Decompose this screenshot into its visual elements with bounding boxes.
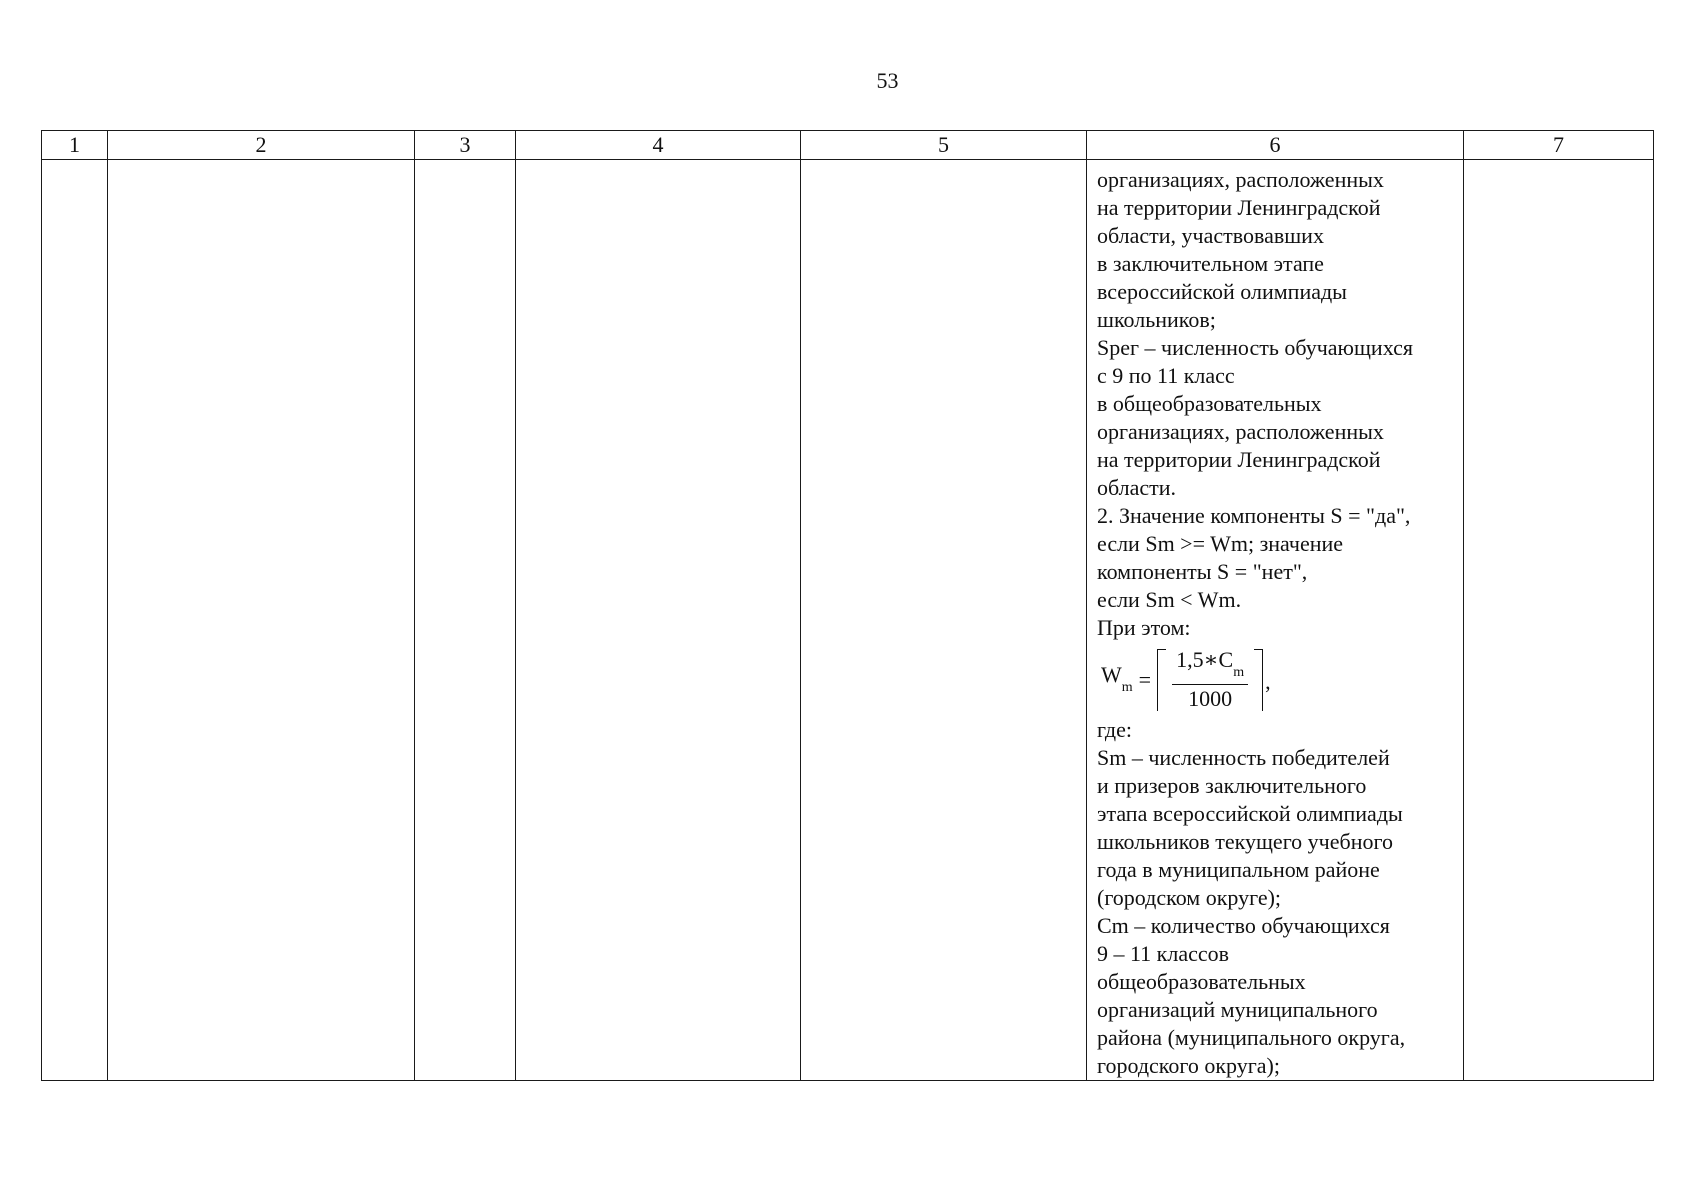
col6-content bbox=[1087, 160, 1463, 1080]
text-line: области, участвовавших bbox=[1097, 223, 1324, 248]
cell-col-4 bbox=[516, 160, 801, 1081]
cell-col-1 bbox=[42, 160, 108, 1081]
formula-denominator: 1000 bbox=[1188, 685, 1233, 711]
table-header-row bbox=[42, 131, 1654, 160]
text-line: Sрег – численность обучающихся bbox=[1097, 335, 1413, 360]
text-line: компоненты S = "нет", bbox=[1097, 559, 1308, 584]
text-line: организациях, расположенных bbox=[1097, 167, 1384, 192]
text-line: в заключительном этапе bbox=[1097, 251, 1324, 276]
formula-numerator-text: 1,5∗C bbox=[1176, 647, 1234, 673]
text-line: если Sm < Wm. bbox=[1097, 587, 1242, 612]
text-line: в общеобразовательных bbox=[1097, 391, 1322, 416]
formula-numerator-subscript: m bbox=[1233, 664, 1245, 680]
text-line: на территории Ленинградской bbox=[1097, 447, 1381, 472]
text-line: Cm – количество обучающихся bbox=[1097, 913, 1390, 938]
text-line: организаций муниципального bbox=[1097, 997, 1378, 1022]
column-header-5: 5 bbox=[801, 131, 1087, 160]
formula-lhs bbox=[1101, 661, 1133, 698]
text-line: года в муниципальном районе bbox=[1097, 857, 1380, 882]
ceiling-left-bracket bbox=[1157, 649, 1166, 711]
formula-numerator bbox=[1172, 647, 1248, 684]
formula-equals: = bbox=[1138, 667, 1152, 692]
formula-trailing-comma: , bbox=[1265, 669, 1271, 694]
wm-formula bbox=[1097, 644, 1455, 716]
cell-col-7 bbox=[1464, 160, 1654, 1081]
ceiling-right-bracket bbox=[1254, 649, 1263, 711]
column-header-2: 2 bbox=[108, 131, 415, 160]
text-line: школьников; bbox=[1097, 307, 1216, 332]
table-row bbox=[42, 160, 1654, 1081]
cell-col-3 bbox=[415, 160, 516, 1081]
text-line: городского округа); bbox=[1097, 1053, 1280, 1078]
formula-fraction bbox=[1166, 649, 1254, 711]
column-header-7: 7 bbox=[1464, 131, 1654, 160]
text-line: на территории Ленинградской bbox=[1097, 195, 1381, 220]
cell-col-6 bbox=[1087, 160, 1464, 1081]
cell-col-5 bbox=[801, 160, 1087, 1081]
text-line: 9 – 11 классов bbox=[1097, 941, 1230, 966]
text-line: если Sm >= Wm; значение bbox=[1097, 531, 1344, 556]
text-line: школьников текущего учебного bbox=[1097, 829, 1393, 854]
column-header-6: 6 bbox=[1087, 131, 1464, 160]
text-line: и призеров заключительного bbox=[1097, 773, 1367, 798]
text-line: всероссийской олимпиады bbox=[1097, 279, 1347, 304]
column-header-3: 3 bbox=[415, 131, 516, 160]
document-table bbox=[41, 130, 1654, 1081]
text-line: Sm – численность победителей bbox=[1097, 745, 1390, 770]
page-number: 53 bbox=[876, 68, 899, 93]
cell-col-2 bbox=[108, 160, 415, 1081]
text-line: общеобразовательных bbox=[1097, 969, 1306, 994]
text-line: с 9 по 11 класс bbox=[1097, 363, 1235, 388]
text-line: При этом: bbox=[1097, 615, 1191, 640]
text-line: этапа всероссийской олимпиады bbox=[1097, 801, 1403, 826]
formula-lhs-subscript: m bbox=[1121, 679, 1133, 695]
text-line: (городском округе); bbox=[1097, 885, 1282, 910]
column-header-4: 4 bbox=[516, 131, 801, 160]
text-line: где: bbox=[1097, 717, 1132, 742]
formula-lhs-symbol: W bbox=[1101, 662, 1122, 688]
text-line: района (муниципального округа, bbox=[1097, 1025, 1406, 1050]
text-line: организациях, расположенных bbox=[1097, 419, 1384, 444]
column-header-1: 1 bbox=[42, 131, 108, 160]
text-line: 2. Значение компоненты S = "да", bbox=[1097, 503, 1411, 528]
ceiling-brackets bbox=[1157, 649, 1263, 711]
text-line: области. bbox=[1097, 475, 1177, 500]
